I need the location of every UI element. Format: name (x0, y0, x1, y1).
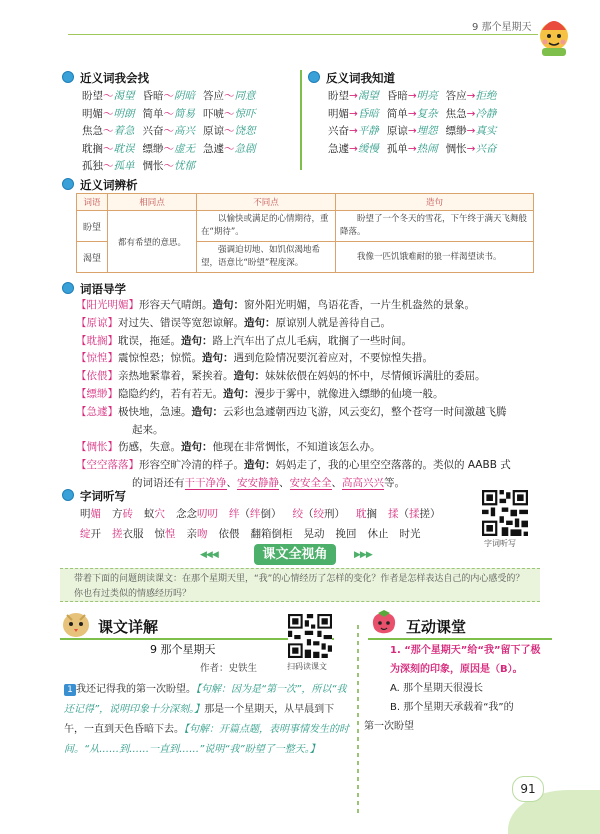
bullet-icon (62, 178, 74, 190)
arrow-right-icon: → (349, 142, 358, 155)
table-cell-diff: 以愉快或满足的心情期待，重在“期待”。 (197, 211, 336, 242)
word-pair: 吓唬～惊吓 (203, 107, 256, 120)
pair-row (82, 123, 264, 141)
word-pair: 耽搁～耽误 (82, 142, 135, 155)
interact-quiz (364, 641, 550, 736)
pair-row (328, 106, 504, 124)
sentence-note: 【句解：因为是“第一次”，所以“我还记得”，说明印象十分深刻。】 (64, 684, 347, 715)
dictation-title: 字词听写 (62, 488, 126, 504)
word-pair: 昏暗～阴暗 (142, 90, 195, 102)
article-author: 作者：史铁生 (200, 663, 258, 674)
arrow-left-icon: ◀◀◀ (200, 550, 218, 560)
quiz-question: 1. “那个星期天”给“我”留下了极为深刻的印象，原因是（B）。 (390, 645, 541, 675)
dictation-word: 休止 (367, 528, 389, 540)
pair-row (82, 106, 264, 124)
dictation-word: 翻箱倒柜 (250, 528, 293, 540)
word-pair: 昏暗→明亮 (386, 90, 438, 102)
quiz-option: A. 那个星期天很漫长 (390, 683, 484, 694)
page-number: 91 (512, 776, 544, 802)
word-pair: 缥缈～虚无 (142, 142, 195, 155)
word-pair: 急遽～急剧 (203, 142, 256, 155)
guide-item: 【阳光明媚】形容天气晴朗。造句：窗外阳光明媚，鸟语花香，一片生机盎然的景象。 (76, 299, 475, 311)
qr-caption: 扫码读课文 (287, 662, 327, 671)
guide-item: 【惊惶】震惊惶恐；惊慌。造句：遇到危险情况要沉着应对，不要惊惶失措。 (76, 352, 433, 365)
word-pair: 明媚→昏暗 (328, 107, 379, 120)
tilde-icon: ～ (224, 107, 235, 120)
header-rule (68, 34, 538, 35)
arrow-right-icon: → (407, 107, 417, 120)
dictation-row (80, 524, 452, 544)
guide-item: 【依偎】亲热地紧靠着，紧挨着。造句：妹妹依偎在妈妈的怀中，尽情倾诉满肚的委屈。 (76, 370, 486, 383)
mascot-icon (536, 12, 572, 58)
dictation-word: 搓衣服 (112, 528, 144, 540)
word-pair: 盼望→渴望 (328, 90, 379, 102)
arrow-right-icon: → (349, 107, 358, 120)
interact-title: 互动课堂 (406, 618, 467, 636)
antonym-list (328, 88, 504, 158)
synonym-list (82, 88, 264, 176)
explain-title: 课文详解 (98, 618, 159, 636)
arrow-right-icon: → (349, 125, 358, 137)
tilde-icon: ～ (224, 142, 235, 155)
guide-item: 【惆怅】伤感，失意。造句：他现在非常惆怅，不知道该怎么办。 (76, 441, 381, 454)
article-body: 1 我还记得我的第一次盼望。【句解：因为是“第一次”，所以“我还记得”，说明印象十分深刻。】那是一个星期天，从早晨到下午，一直到天色昏暗下去。【句解：开篇点题，表明事情发生的时间。“从……到……一直到……”说明“我”盼望了一整天。】 (64, 684, 349, 755)
word-pair: 兴奋～高兴 (142, 125, 195, 137)
tilde-icon: ～ (163, 107, 174, 120)
sentence-note: 【句解：开篇点题，表明事情发生的时间。“从……到……一直到……”说明“我”盼望了一整天。】 (64, 724, 349, 755)
table-cell-word: 盼望 (77, 211, 108, 242)
guide-title: 词语导学 (62, 281, 126, 297)
word-pair: 焦急～着急 (82, 125, 135, 137)
arrow-right-icon: ▶▶▶ (354, 550, 372, 560)
interact-header (368, 614, 552, 640)
pair-row (328, 123, 504, 141)
synonym-compare-table (76, 193, 534, 273)
guide-item: 【空空落落】形容空旷冷清的样子。造句：妈妈走了，我的心里空空落落的。类似的 AABB 式 (76, 459, 511, 472)
arrow-right-icon: → (466, 107, 476, 120)
antonyms-title: 反义词我知道 (308, 70, 395, 86)
bullet-icon (62, 489, 74, 501)
guide-item: 【缥缈】隐隐约约，若有若无。造句：漫步于雾中，就像进入缥缈的仙境一般。 (76, 387, 444, 400)
pair-row (82, 158, 264, 176)
dictation-word: 惊惶 (154, 528, 176, 540)
table-header-row (77, 194, 534, 211)
word-pair: 原谅→埋怨 (386, 125, 438, 137)
bullet-icon (62, 282, 74, 294)
tilde-icon: ～ (103, 125, 114, 137)
qr-code-icon[interactable] (288, 614, 332, 658)
column-divider (357, 625, 359, 815)
table-cell-word: 渴望 (77, 242, 108, 273)
table-cell-diff: 强调迫切地、如饥似渴地希望，语意比“盼望”程度深。 (197, 242, 336, 273)
section-banner (196, 544, 396, 566)
table-header: 词语 (77, 194, 108, 211)
guide-item-continued: 起来。 (132, 423, 164, 436)
guide-item: 【急遽】极快地，急速。造句：云彩也急遽朝西边飞游，风云变幻，整个苍穹一时间激越飞腾 (76, 405, 507, 418)
arrow-right-icon: → (349, 90, 358, 102)
strawberry-icon (368, 608, 400, 638)
dictation-word: 揉（揉搓） (388, 508, 441, 520)
dictation-word: 时光 (399, 528, 421, 540)
word-pair: 兴奋→平静 (328, 125, 379, 137)
tilde-icon: ～ (163, 90, 174, 102)
qr-caption: 字词听写 (484, 539, 516, 548)
guide-item: 【原谅】对过失、错误等宽恕谅解。造句：原谅别人就是善待自己。 (76, 316, 391, 329)
dictation-word: 蚁穴 (144, 508, 165, 520)
chapter-label: 9 那个星期天 (472, 22, 532, 33)
pair-row (82, 88, 264, 106)
pair-row (328, 88, 504, 106)
word-pair: 缥缈→真实 (445, 125, 497, 137)
guide-item: 【耽搁】耽误，拖延。造句：路上汽车出了点儿毛病，耽搁了一些时间。 (76, 334, 412, 347)
column-divider (300, 70, 302, 170)
arrow-right-icon: → (466, 90, 476, 102)
word-pair: 惆怅～忧郁 (142, 160, 195, 172)
chick-icon (60, 608, 92, 638)
tilde-icon: ～ (103, 142, 114, 155)
bullet-icon (62, 71, 74, 83)
arrow-right-icon: → (407, 125, 417, 137)
tilde-icon: ～ (163, 125, 174, 137)
arrow-right-icon: → (466, 142, 476, 155)
dictation-word: 挽回 (335, 528, 357, 540)
analysis-title: 近义词辨析 (62, 177, 138, 193)
word-pair: 盼望～渴望 (82, 90, 135, 102)
quiz-option: B. 那个星期天承载着“我”的 (390, 702, 514, 713)
word-pair: 答应→拒绝 (445, 90, 497, 102)
arrow-right-icon: → (407, 90, 417, 102)
quiz-option-continued: 第一次盼望 (364, 721, 414, 732)
arrow-right-icon: → (407, 142, 417, 155)
dictation-word: 依偎 (218, 528, 240, 540)
table-header: 不同点 (197, 194, 336, 211)
word-pair: 简单～简易 (142, 107, 195, 120)
word-pair: 孤独～孤单 (82, 160, 135, 172)
dictation-word: 绊（绊倒） (229, 508, 282, 520)
word-pair: 简单→复杂 (386, 107, 438, 120)
dictation-word: 明媚 (80, 508, 101, 520)
dictation-word: 念念叨叨 (176, 508, 218, 520)
word-pair: 急遽→缓慢 (328, 142, 379, 155)
table-row (77, 211, 534, 242)
tilde-icon: ～ (224, 90, 235, 102)
word-pair: 焦急→冷静 (445, 107, 497, 120)
word-pair: 原谅～饶恕 (203, 125, 256, 137)
table-cell-example: 我像一匹饥饿难耐的狼一样渴望读书。 (336, 242, 534, 273)
dictation-word: 耽搁 (356, 508, 377, 520)
tilde-icon: ～ (224, 125, 235, 137)
synonyms-title: 近义词我会找 (62, 70, 149, 86)
table-header: 造句 (336, 194, 534, 211)
table-header: 相同点 (108, 194, 197, 211)
word-pair: 惆怅→兴奋 (445, 142, 497, 155)
arrow-right-icon: → (466, 125, 476, 137)
dictation-word: 绽开 (80, 528, 101, 540)
word-guide (76, 297, 546, 493)
tilde-icon: ～ (103, 90, 114, 102)
dictation-words (80, 504, 452, 544)
word-pair: 答应～同意 (203, 90, 256, 102)
tilde-icon: ～ (163, 142, 174, 155)
table-cell-same: 都有希望的意思。 (108, 211, 197, 273)
word-pair: 明媚～明朗 (82, 107, 135, 120)
article-title: 9 那个星期天 (150, 643, 216, 656)
guide-item-continued: 的词语还有干干净净、安安静静、安安全全、高高兴兴等。 (132, 476, 405, 489)
bullet-icon (308, 71, 320, 83)
tilde-icon: ～ (163, 160, 174, 172)
tilde-icon: ～ (103, 107, 114, 120)
tilde-icon: ～ (103, 160, 114, 172)
paragraph-number: 1 (64, 684, 76, 696)
table-cell-example: 盼望了一个冬天的雪花，下午终于满天飞舞般降落。 (336, 211, 534, 242)
dictation-word: 方砖 (112, 508, 133, 520)
pair-row (328, 141, 504, 159)
dictation-row (80, 504, 452, 524)
dictation-word: 绞（绞刑） (292, 508, 345, 520)
word-pair: 孤单→热闹 (386, 142, 438, 155)
dictation-word: 亲吻 (186, 528, 208, 540)
dictation-word: 晃动 (303, 528, 325, 540)
qr-code-icon[interactable] (482, 490, 528, 536)
reading-question: 带着下面的问题朗读课文：在那个星期天里，“我”的心情经历了怎样的变化？作者是怎样表达自己的内心感受的？你也有过类似的情感经历吗？ (60, 568, 540, 602)
banner-label: 课文全视角 (254, 544, 336, 565)
pair-row (82, 141, 264, 159)
